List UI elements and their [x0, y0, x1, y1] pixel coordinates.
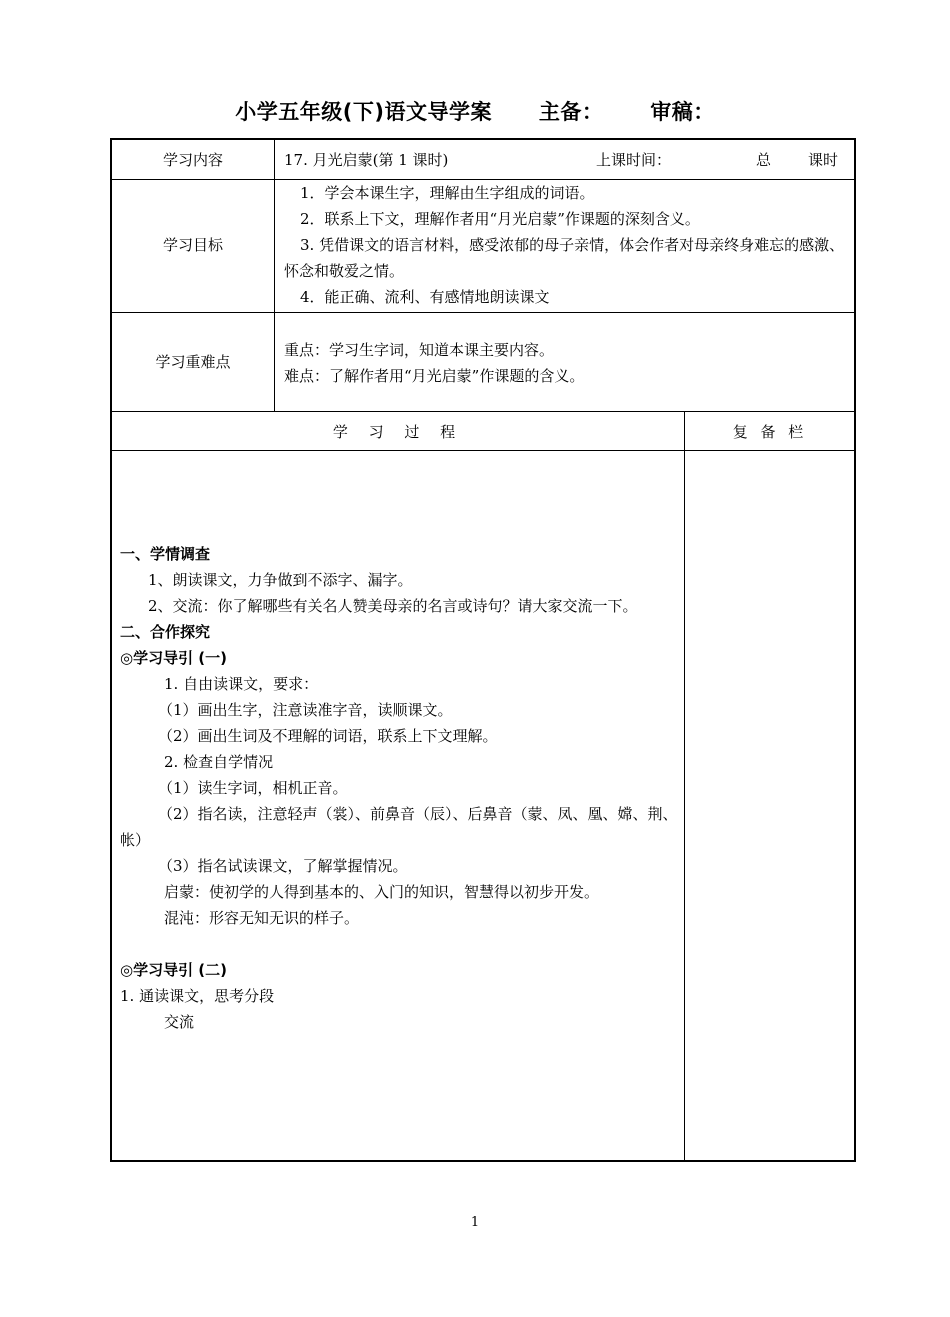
- process-line: （2）指名读，注意轻声（裳）、前鼻音（辰）、后鼻音（蒙、凤、凰、嫦、荆、帐）: [120, 805, 678, 849]
- guide-heading: ◎学习导引 (二): [120, 961, 228, 979]
- process-line: （1）画出生字，注意读准字音，读顺课文。: [158, 701, 453, 719]
- page-title: 小学五年级(下)语文导学案 主备： 审稿：: [235, 100, 715, 124]
- process-body: [120, 541, 678, 1035]
- process-line: 交流: [164, 1013, 195, 1031]
- process-line: 1、朗读课文，力争做到不添字、漏字。: [148, 571, 413, 589]
- process-line: （3）指名试读课文，了解掌握情况。: [158, 857, 408, 875]
- lesson-plan-table: [110, 138, 856, 1162]
- process-line: 2、交流：你了解哪些有关名人赞美母亲的名言或诗句？请大家交流一下。: [148, 597, 638, 615]
- goal-item: 4．能正确、流利、有感情地朗读课文: [300, 288, 550, 306]
- learning-content-label: 学习内容: [162, 151, 223, 169]
- column-divider: [684, 411, 685, 1162]
- goal-item: 2．联系上下文，理解作者用“月光启蒙”作课题的深刻含义。: [300, 210, 700, 228]
- goal-item: 3. 凭借课文的语言材料，感受浓郁的母子亲情，体会作者对母亲终身难忘的感激、怀念和敬爱之情。: [284, 236, 845, 280]
- row-divider: [112, 312, 854, 313]
- total-label: 总: [756, 151, 772, 169]
- row-divider: [112, 411, 854, 412]
- learning-goals-list: [284, 180, 848, 310]
- periods-label: 课时: [808, 151, 839, 169]
- difficult-point: 难点：了解作者用“月光启蒙”作课题的含义。: [284, 367, 585, 385]
- section-heading: 二、合作探究: [120, 623, 211, 641]
- process-line: 1. 通读课文，思考分段: [120, 987, 275, 1005]
- class-time-label: 上课时间：: [596, 151, 672, 169]
- process-line: 1. 自由读课文，要求：: [164, 675, 319, 693]
- process-header: 学 习 过 程: [332, 423, 464, 441]
- process-line: 2. 检查自学情况: [164, 753, 274, 771]
- section-heading: 一、学情调查: [120, 545, 211, 563]
- guide-heading: ◎学习导引 (一): [120, 649, 228, 667]
- process-line: 混沌：形容无知无识的样子。: [164, 909, 360, 927]
- column-divider: [274, 140, 275, 411]
- process-line: （1）读生字词，相机正音。: [158, 779, 348, 797]
- process-line: 启蒙：使初学的人得到基本的、入门的知识，智慧得以初步开发。: [164, 883, 600, 901]
- key-points-label: 学习重难点: [155, 353, 231, 371]
- row-divider: [112, 450, 854, 451]
- process-line: （2）画出生词及不理解的词语，联系上下文理解。: [158, 727, 498, 745]
- goal-item: 1．学会本课生字，理解由生字组成的词语。: [300, 184, 595, 202]
- key-points-content: [284, 337, 848, 389]
- blank-line: [120, 931, 678, 957]
- key-point: 重点：学习生字词，知道本课主要内容。: [284, 341, 555, 359]
- learning-goals-label: 学习目标: [162, 236, 223, 254]
- page-number: 1: [470, 1215, 480, 1230]
- lesson-title: 17. 月光启蒙(第 1 课时): [284, 151, 449, 169]
- notes-header: 复 备 栏: [732, 423, 808, 441]
